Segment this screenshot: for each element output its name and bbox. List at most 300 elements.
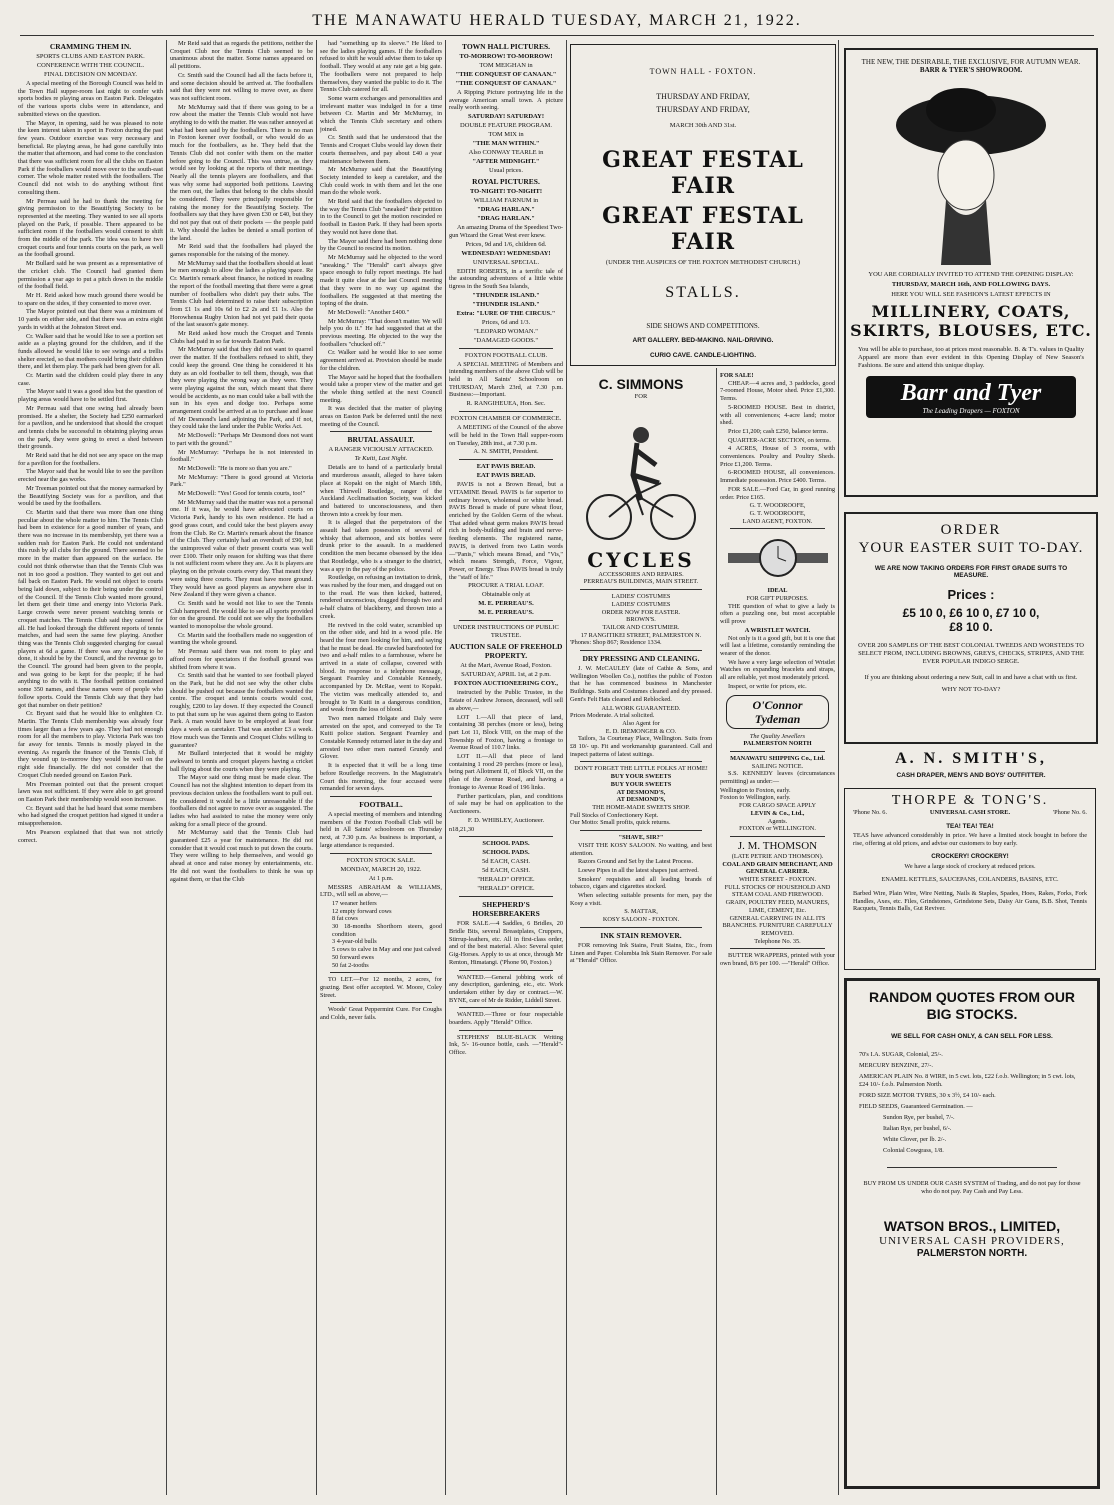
ad-line: "THUNDER ISLAND." [472, 291, 540, 299]
ad-line: COAL AND GRAIN MERCHANT, AND GENERAL CARRIER. [722, 860, 833, 876]
ad-line: WHY NOT TO-DAY? [941, 686, 1001, 693]
ad-title: WATSON BROS., LIMITED, [883, 1218, 1061, 1234]
divider [459, 896, 553, 897]
ad-line: TO-MORROW! TO-MORROW! [459, 53, 553, 60]
ad-line: UNIVERSAL SPECIAL. [472, 258, 540, 266]
ad-line: OVER 200 SAMPLES OF THE BEST COLONIAL TWEEDS AND WORSTEDS TO SELECT FROM, INCLUDING BROWNS, GREYS, CHECKS, STRIPES, AND THE EVER POPULAR INDIGO SERGE. [858, 642, 1084, 665]
ad-line: UNIVERSAL CASH PROVIDERS, [879, 1235, 1065, 1247]
article-subheading: SPORTS CLUBS AND EASTON PARK. [36, 53, 145, 60]
paragraph: Cr. Smith said the Council had all the facts before it, and some decision should be arrived at. The footballers said that they were not willing to move over, as there was not sufficient room. [170, 71, 313, 102]
list-item: Sundon Rye, per bushel, 7/-. [883, 1114, 955, 1121]
fair-title: GREAT FESTAL FAIR [602, 147, 804, 199]
ad-line: Prices, 6d and 1/3. [481, 318, 531, 326]
signature: A. N. SMITH, President. [473, 448, 539, 456]
list-item: 17 weaner heifers [332, 899, 377, 907]
ad-line: LADIES' COSTUMES [611, 600, 671, 608]
ad-time: At 1 p.m. [368, 874, 394, 882]
ad-line: FOR GIFT PURPOSES. [746, 595, 809, 603]
masthead-rule [20, 35, 1094, 36]
ad-line: £8 10 0. [949, 620, 993, 634]
paragraph: Further particulars, plan, and conditions of sale may be had on application to the Auctioneers. [449, 792, 563, 815]
paragraph: Mr McDowell: "Another £400." [328, 308, 410, 316]
ad-line: PROCURE A TRIAL LOAF. [468, 582, 544, 590]
ad-line: TAILOR AND COSTUMIER. [602, 623, 680, 631]
ad-heading: FOXTON FOOTBALL CLUB. [464, 351, 548, 359]
paragraph: TEAS have advanced considerably in price. We have a limited stock bought in before the rise, offering at old prices, and advise our customers to buy early. [853, 832, 1087, 848]
ad-line: FOXTON or WELLINGTON. [739, 825, 816, 833]
ad-line: TO-NIGHT! TO-NIGHT! [469, 188, 543, 196]
paragraph: Barbed Wire, Plain Wire, Wire Netting, Nails & Staples, Spades, Hoes, Rakes, Forks, Fork Handles, Axes, etc. Files, Grindstones, Grindstone Sets, Daisy Air Guns, B.B. Shot, Tennis Racquets, Tennis Balls, Gut Reviver. [853, 889, 1087, 913]
paragraph: Mr Reid asked how much the Croquet and Tennis Clubs had paid in so far towards Easton Park. [170, 330, 313, 345]
logo-text: Barr and Tyer [900, 380, 1042, 406]
ad-line: LAND AGENT, FOXTON. [742, 517, 813, 525]
paragraph: Razors Ground and Set by the Latest Process. [578, 858, 694, 866]
paragraph: WANTED.—Three or four respectable boarders. Apply "Herald" Office. [449, 1011, 563, 1027]
ad-heading: FOXTON CHAMBER OF COMMERCE. [450, 415, 562, 423]
divider [459, 411, 553, 412]
ad-line: STALLS. [665, 284, 741, 301]
ad-line: "THE MAN WITHIN." [472, 140, 540, 148]
paragraph: Cr. Martin said the children could play there in any case. [18, 372, 163, 387]
paragraph: Cr. Martin said the footballers made no suggestion of wanting the whole ground. [170, 631, 313, 647]
paragraph: Mr Reid said that the footballers objected to the way the Tennis Club "sneaked" their petition in to the Council to get the motion rescinded re football in Easton Park. If they had been sports they would not have done that. [320, 198, 442, 236]
divider [580, 650, 702, 651]
ad-line: A WRISTLET WATCH. [744, 626, 811, 634]
paragraph: Mr McMurray said that they did not want to quarrel over the matter. If the footballers refused to shift, they could keep the ground. One thing he considered it his duty as an old footballer to tell them, though, was that they were playing the wrong way as they were. They were playing against the sun, which meant that there would be accidents, as no man could take a ball with the sun in his eyes and dodge too. Perhaps some arrangement could be arrived at as to purchase and lease of Mr Desmond's land adjoining the Park, and if not, they could take the land under the Public Works Act. [170, 346, 313, 431]
paragraph: EDITH ROBERTS, in a terrific tale of the astounding adventures of a little white tigress in the South Sea Islands, [449, 267, 563, 290]
paragraph: VISIT THE KOSY SALOON. No waiting, and best attention. [570, 841, 712, 857]
divider [459, 970, 553, 971]
stock-list [320, 900, 442, 969]
ad-line: LEVIN & Co., Ltd., [750, 809, 805, 817]
lady-hat-illustration [891, 80, 1051, 265]
ad-line: CURIO CAVE. CANDLE-LIGHTING. [649, 352, 757, 359]
ad-line: Agents. [767, 817, 788, 825]
column-2 [170, 40, 313, 1495]
ad-line: "LEOPARD WOMAN." [474, 327, 538, 335]
list-item: Italian Rye, per bushel, 6/-. [883, 1125, 952, 1132]
paragraph: CHEAP.—4 acres and, 3 paddocks, good 7-roomed House, Motor shed. Price £1,300. Terms. [720, 379, 835, 403]
ad-line: ACCESSORIES AND REPAIRS. [598, 570, 684, 578]
ad-line: If you are thinking about ordering a new Suit, call in and have a chat with us first. [864, 674, 1078, 681]
paragraph: 6-ROOMED HOUSE, all conveniences. Immediate possession. Price £400. Terms. [720, 469, 835, 485]
paragraph: It is alleged that the perpetrators of the assault had taken possession of several of whisky that afternoon, and six bottles were drunk prior to the assault. In a maddened condition the men became obsessed by the idea that Routledge, who is a stranger to the district, was a spy in the pay of the police. [320, 519, 442, 573]
ad-line: AT DESMOND'S, [616, 788, 666, 796]
smith-suit-ad [844, 512, 1098, 744]
paragraph: Mr McMurray said that the Beautifying Society intended to keep a caretaker, and the Club could work in with them and let the one man do the whole work. [320, 166, 442, 197]
paragraph: instructed by the Public Trustee, in the Estate of Andrew Jonson, deceased, will sell as above,— [449, 689, 563, 712]
ad-line: 'Phone No. 6. [853, 809, 888, 816]
paragraph: S.S. KENNEDY leaves (circumstances permitting) as under:— [720, 770, 835, 786]
divider [459, 620, 553, 621]
paragraph: When selecting suitable presents for men, pay the Kosy a visit. [570, 892, 712, 907]
paragraph: Mrs Freeman pointed out that the present croquet lawn was not sufficient. If they were able to get ground on Easton Park their membership would soon increase. [18, 780, 163, 803]
ad-line: At the Mart, Avenue Road, Foxton. [460, 662, 552, 670]
paragraph: The Mayor, in opening, said he was pleased to note the keen interest taken in sport in Foxton during the past few years. Outdoor exercise was very necessary and beneficial. Re playing areas, he had gone carefully into the matter that afternoon, and had come to the conclusion that there was sufficient room for all the clubs on Easton Park if the footballers would move over to the south-east corner. The whole matter rested with the footballers. The Council did not wish to do anything without first consulting them. [18, 119, 163, 196]
article-heading: CRAMMING THEM IN. [49, 42, 132, 51]
paragraph: He revived in the cold water, scrambled up on the other side, and hid in a wood pile. He heard the four men looking for him, and saying that he must be dead. He crawled barefooted for two and a-half miles to a farmhouse, where he arrived in a state of collapse, covered with blood. In response to a telephone message, Sergeant Fearnley and Constable Kennedy, accompanied by Dr. McRae, went to Kopaki. The victim was medically attended to, and brought to Te Kuiti in a dangerous condition, and weak from the loss of blood. [320, 621, 442, 714]
ad-line: TOWN HALL - FOXTON. [649, 67, 757, 76]
ad-line: "DRAG HARLAN." [477, 215, 535, 223]
ad-line: PERREAU'S BUILDINGS, MAIN STREET. [583, 578, 699, 586]
ad-heading: INK STAIN REMOVER. [600, 930, 682, 940]
paragraph: LOT II.—All that piece of land containing 1 rood 29 perches (more or less), being part Allotment II, of Block VII, on the plan of the Avenue Road, and having a frontage to Avenue Road of 196 links. [449, 753, 563, 791]
ad-line: Prices, 9d and 1/6, children 6d. [465, 240, 547, 248]
ad-line: Obtainable only at [481, 591, 530, 599]
ad-line: TEA! TEA! TEA! [946, 822, 994, 830]
ad-heading: EAT PAVIS BREAD. [476, 463, 536, 471]
ad-line: Usual prices. [489, 167, 523, 175]
ad-line: Foxton to Wellington, early. [720, 794, 791, 802]
paragraph: Two men named Holgate and Daly were arrested on the spot, and conveyed to the Te Kuiti police station. Sergeant Fearnley and Constable Kennedy returned later in the day and arrested two other men named Grundy and Glover. [320, 714, 442, 761]
paragraph: Mr Reid said that as regards the petitions, neither the Croquet Club nor the Tennis Club seemed to be unanimous about the matter. Some names appeared on all petitions. [170, 40, 313, 71]
divider [459, 1007, 553, 1008]
ad-line: GRAIN, POULTRY FEED, MANURES, LIME, CEMENT, Etc. [725, 899, 830, 914]
ad-line: BROWN'S. [626, 616, 656, 624]
paragraph: Smokers' requisites and all leading brands of tobacco, cigars and cigarettes stocked. [570, 875, 712, 891]
ad-line: FOR [634, 393, 648, 400]
column-rule [838, 40, 839, 1495]
ad-line: "THE CONQUEST OF CANAAN." [455, 80, 557, 87]
paragraph: Mr H. Reid asked how much ground there would be to spare on the sides, if they consented to move over. [18, 291, 163, 307]
paragraph: Mr McMurray: "That doesn't matter. We will help you do it." He had suggested that at the previous meeting. He objected to the way the footballers "chucked off." [320, 317, 442, 348]
divider [459, 348, 553, 349]
paragraph: Mr Bullard interjected that it would be mighty awkward to tennis and croquet players having a cricket ball flying about the courts when they were playing. [170, 750, 313, 773]
paragraph: The Mayor said that he would like to see the pavilion erected near the gas works. [18, 468, 163, 484]
column-rule [566, 40, 567, 1495]
article-subheading: A RANGER VICIOUSLY ATTACKED. [328, 446, 434, 454]
ad-line: ENAMEL KETTLES, SAUCEPANS, COLANDERS, BASINS, ETC. [881, 876, 1059, 884]
paragraph: FOR SALE.—Ford Car, in good running order. Price £165. [720, 485, 835, 501]
paragraph: 5-ROOMED HOUSE. Best in district, with all conveniences; 4-acre land; motor shed. [720, 403, 835, 427]
signature: R. RANGIHEUEA, Hon. Sec. [466, 400, 546, 408]
paragraph: TO LET.—For 12 months, 2 acres, for grazing. Best offer accepted. W. Moore, Coley Street. [320, 976, 442, 999]
bicycle-illustration [581, 405, 701, 545]
ad-line: BUY YOUR SWEETS [610, 773, 672, 781]
paragraph: BUTTER WRAPPERS, printed with your own brand, 8/6 per 100. —"Herald" Office. [720, 952, 835, 968]
list-item: 3 4-year-old bulls [332, 938, 377, 946]
paragraph: The Mayor said it was a good idea but the question of playing areas would have to be settled first. [18, 388, 163, 404]
list-item: MERCURY BENZINE, 27/-. [859, 1062, 933, 1069]
ad-title: RANDOM QUOTES FROM OUR BIG STOCKS. [868, 989, 1076, 1022]
ad-line: "AFTER MIDNIGHT." [472, 158, 540, 166]
ad-line: THURSDAY AND FRIDAY, [656, 105, 750, 114]
ad-heading: "SHAVE, SIR?" [618, 834, 664, 842]
ad-line: G. T. WOODROOFE, [749, 502, 806, 510]
ad-line: YOU ARE CORDIALLY INVITED TO ATTEND THE OPENING DISPLAY: [868, 271, 1074, 278]
paragraph: Mr Reid said that the footballers had played the games responsible for the raising of the money. [170, 243, 313, 258]
barr-tyer-ad [844, 48, 1098, 497]
ad-title: THORPE & TONG'S. [891, 793, 1049, 808]
divider [580, 589, 702, 590]
list-item: Colonial Cowgrass, 1/8. [883, 1147, 944, 1154]
divider [580, 761, 702, 762]
paragraph: The Mayor said there had been nothing done by the Council to rescind its motion. [320, 237, 442, 253]
paragraph: Mr McMurray said that if there was going to be a row about the matter the Tennis Club would not have anything to do with the matter. He was rather annoyed at what had been said by the footballers. There is no man in Foxton keener over football, or who would do as much for the footballers, as he. They held that the Tennis Club did not confer with them on the matter before going to the Council. This was untrue, as they would see by looking at the reports of their meetings. Nearly all the tennis players are footballers, and that was why some had supported both petitions. Leaving the men out, the ladies that belong to the clubs should be considered. They were principally responsible for raising the money for the Beautifying Society. The footballers say that they have given £30 or £40, but they did not pay that out of their pockets — the people paid it. Why should the ladies be denied a small portion of the land. [170, 103, 313, 242]
paragraph: Routledge, on refusing an invitation to drink, was rushed by the four men, and dragged out on to the road. He was then kicked, battered, rendered unconscious, dragged through two and a-half chains of blackberry, and thrown into a creek. [320, 574, 442, 620]
ad-line: Telephone No. 35. [754, 937, 801, 945]
ad-line: WILLIAM FARNUM in [473, 197, 539, 205]
ad-line: WHITE STREET - FOXTON. [738, 876, 817, 884]
ad-line: "DRAG HARLAN." [477, 206, 535, 214]
paragraph: It is expected that it will be a long time before Routledge recovers. In the Magistrate's Court this morning, the four accused were remanded for seven days. [320, 762, 442, 793]
paragraph: The Mayor pointed out that there was a minimum of 10 yards on either side, and that there was an extra eight yards in width at the Johnston Street end. [18, 308, 163, 331]
ad-line: "THUNDER ISLAND." [472, 300, 540, 308]
ad-heading: TOWN HALL PICTURES. [461, 42, 550, 51]
paragraph: Cr. Smith said that he understood that the Tennis and Croquet Clubs would lay down their courts themselves, and pay about £40 a year maintenance between them. [320, 134, 442, 165]
ad-title: YOUR EASTER SUIT TO-DAY. [858, 540, 1084, 556]
list-item: FORD SIZE MOTOR TYRES, 30 x 3½, £4 10/- each. [859, 1092, 996, 1099]
ad-line: "DAMAGED GOODS." [473, 336, 539, 344]
divider [330, 431, 432, 432]
ad-date: MONDAY, MARCH 20, 1922. [340, 865, 422, 873]
paragraph: FOR SALE.—4 Saddles, 6 Bridles, 20 Bridle Bits, several Breastplates, Cruppers, Stirrup-leathers, etc. All in first-class order, and of the best material. Also: Several quiet Gig-Horses. Apply to us at once, through Mr Renton, Himatangi. ('Phone 90, Foxton.) [449, 920, 563, 966]
divider [730, 948, 825, 949]
column-rule [166, 40, 167, 1495]
divider [730, 751, 825, 752]
ad-line: Prices Moderate. A trial solicited. [570, 712, 655, 720]
list-item: FIELD SEEDS, Guaranteed Germination. — [859, 1103, 973, 1110]
ad-line: Prices : [947, 587, 995, 602]
paragraph: Cr. Martin said that there was more than one thing peculiar about the whole matter to him. The Tennis Club had been in existence for a good number of years, and there was no increase in its membership, yet there was a sudden rush for Easton Park. He could not understand this rush by all clubs for the ground. There seemed to be more in the matter than appeared on the surface. He could not think otherwise than that the Tennis Club was not in too good a position. They wanted to get out and fall back on Easton Park. He would not object to courts being laid down, subject to their being under the control of the Council. If the Tennis Club wanted more ground, let them get their time and energy into Victoria Park. Large crowds were never present watching tennis or croquet matches. The Tennis Club said they catered for all. He had looked through the different reports of tennis matches, and had seen the same few playing. Another thing was the Tennis Club suggested charging for casual players at 6d a game. If there was any charging to be done, it should be by the Council, and the revenue go to the Council. The ground had been given to the people, and was going to be kept for the people; if he had anything to do with it. The football petition contained some 350 names, and these names were of people who follow sports. Could the Tennis Club say that they had got that number on their petition? [18, 508, 163, 709]
paragraph: A SPECIAL MEETING of Members and intending members of the above Club will be held in All Saints' Schoolroom on THURSDAY, March 23rd, at 7.30 p.m. Business:—Important. [449, 360, 563, 399]
ad-title: SKIRTS, BLOUSES, ETC. [850, 321, 1092, 340]
list-item: 50 fat 2-tooths [332, 961, 369, 969]
divider [459, 459, 553, 460]
paragraph: A MEETING of the Council of the above will be held in the Town Hall supper-room on Tuesday, 28th inst., at 7.30 p.m. [449, 424, 563, 447]
paragraph: We have a very large selection of Wristlet Watches on expanding bracelets and straps, all are reliable, yet most moderately priced. [720, 658, 835, 682]
oconnor-logo: O'Connor Tydeman [726, 695, 829, 729]
paragraph: Cr. Walker said he would like to see some agreement arrived at. Provision should be made for the children. [320, 349, 442, 372]
list-item: 50 forward ewes [332, 953, 374, 961]
ad-line: PALMERSTON NORTH. [916, 1248, 1028, 1259]
ad-heading: IDEAL [767, 587, 788, 595]
paragraph: Mr McMurray said that the footballers should at least be men enough to allow the ladies a playing space. Re Cr. Martin's remark about finance, he noticed in reading the report of the football meeting that there were a great number of footballers who didn't pay their subs. The Tennis Club had determined to raise their subscription from £1 1s and 10s 6d to £2 2s and £1 1s. Also the Horowhenua Rugby Union had not yet paid their quota of the last season's gate money. [170, 259, 313, 329]
ad-line: FOR CARGO SPACE APPLY [738, 802, 816, 810]
list-item: 70's I.A. SUGAR, Colonial, 25/-. [859, 1051, 943, 1058]
paragraph: Mr Reid said that he did not see any space on the map for a pavilion for the footballers. [18, 452, 163, 467]
divider [330, 1002, 432, 1003]
paragraph: Price £1,200; cash £250, balance terms. [728, 427, 829, 435]
ad-line: ART GALLERY. BED-MAKING. NAIL-DRIVING. [632, 337, 774, 344]
ad-line: KOSY SALOON - FOXTON. [602, 916, 680, 924]
paragraph: A Ripping Picture portraying life in the average American small town. A picture really worth seeing. [449, 89, 563, 112]
watson-bros-ad [844, 978, 1100, 1489]
paragraph: THE question of what to give a lady is often a puzzling one, but most acceptable will prove [720, 602, 835, 626]
paragraph: J. W. McCAULEY (late of Cathie & Sons, and Wellington Woollen Co.), notifies the public of Foxton that he has commenced business in Manchester Buildings. Suits and Costumes cleaned and dry pressed. Gent's Felt Hats cleaned and Reblocked. [570, 665, 712, 703]
paragraph: Not only is it a good gift, but it is one that will last a lifetime, constantly reminding the wearer of the donor. [720, 634, 835, 657]
ad-heading: SCHOOL PADS. [482, 840, 530, 848]
ad-line: £5 10 0, £6 10 0, £7 10 0, [902, 606, 1040, 620]
paragraph: QUARTER-ACRE SECTION, on terms. [728, 436, 831, 444]
column-3 [320, 40, 442, 1495]
ad-heading: C. SIMMONS [598, 376, 684, 392]
ad-line: 5d EACH, CASH. [481, 867, 531, 875]
ad-line: GENERAL CARRYING IN ALL ITS BRANCHES. FURNITURE CAREFULLY REMOVED. [722, 914, 833, 937]
ad-line: BUY YOUR SWEETS [610, 780, 672, 788]
paragraph: Mr McDowell: "Perhaps Mr Desmond does not want to part with the ground." [170, 432, 313, 447]
paragraph: FOR removing Ink Stains, Fruit Stains, Etc., from Linen and Paper. Columbia Ink Stain Remover. For sale at "Herald" Office. [570, 941, 712, 965]
column-1 [18, 40, 163, 1495]
ad-line: LADIES' COSTUMES [611, 593, 671, 601]
ad-line: G. T. WOODROOFE, [749, 509, 806, 517]
paragraph: Cr. Smith said that he wanted to see football played on the Park, but he did not see why the other clubs should be pushed out because the footballers wanted the centre. The croquet and tennis courts would cost, roughly, £200 to lay down. If they expected the Council to put that sum up he was against them going to Easton Park. A man would have to be employed at least four days a week as caretaker. That was another £3 a week. How much was the Tennis and Croquet Clubs willing to guarantee? [170, 672, 313, 749]
article-heading: FOOTBALL. [359, 799, 403, 809]
divider [459, 1030, 553, 1031]
paragraph: STEPHENS' BLUE-BLACK Writing Ink, 5/- 16-ounce bottle, cash. —"Herald"-Office. [449, 1033, 563, 1057]
smith-tagline: CASH DRAPER, MEN'S AND BOYS' OUTFITTER. [896, 772, 1046, 779]
paragraph: An amazing Drama of the Speediest Two-gun Wizard the Great West ever knew. [449, 224, 563, 239]
divider [330, 796, 432, 797]
divider [580, 927, 702, 928]
list-item: 5 cows to calve in May and one just calved [332, 946, 441, 954]
paragraph: 4 ACRES, House of 3 rooms, with conveniences. Poultry and Poultry Sheds. Price £1,200. Terms. [720, 445, 835, 468]
article-subheading: CONFERENCE WITH THE COUNCIL. [36, 62, 145, 69]
paragraph: Mr McMurray: "Perhaps he is not interested in football." [170, 448, 313, 464]
ad-heading: EAT PAVIS BREAD. [476, 472, 536, 480]
masthead: THE MANAWATU HERALD TUESDAY, MARCH 21, 1922. [312, 12, 802, 29]
paragraph: Woods' Great Peppermint Cure. For Coughs and Colds, never fails. [320, 1006, 442, 1022]
paragraph: Mr McDowell: "Yes! Good for tennis courts, too!" [178, 490, 306, 498]
ad-line: "HERALD" OFFICE. [477, 876, 535, 884]
ad-line: 5d EACH, CASH. [481, 858, 531, 866]
divider [887, 1167, 1057, 1168]
divider [330, 972, 432, 973]
thorpe-tong-ad [844, 788, 1096, 970]
barr-tyer-logo [866, 376, 1076, 418]
paragraph: A special meeting of members and intending members of the Foxton Football Club will be held in All Saints' schoolroom on Thursday next, at 7.30 p.m. As business is important, a large attendance is requested. [320, 810, 442, 849]
ad-reference: n18,21,30 [449, 825, 475, 833]
paragraph: BUY FROM US UNDER OUR CASH SYSTEM of Trading, and do not pay for those who do not pay. Pay Cash and Pay Less. [863, 1180, 1081, 1195]
ad-heading: CYCLES [587, 547, 695, 572]
ad-line: SIDE SHOWS AND COMPETITIONS. [646, 322, 760, 330]
paragraph: had "something up its sleeve." He liked to see the ladies playing games. If the footballers refused to shift he would advise them to take up football. They would at any rate get a big gate. The footballers were not prepared to help themselves, they wanted the public to do it. The Tennis Club catered for all. [320, 40, 442, 94]
column-rule [316, 40, 317, 1495]
ad-line: WE ARE NOW TAKING ORDERS FOR FIRST GRADE SUITS TO MEASURE. [874, 565, 1068, 579]
column-rule [716, 368, 717, 1495]
paragraph: We have a large stock of crockery at reduced prices. [904, 862, 1036, 870]
ad-heading: SHEPHERD'S HORSEBREAKERS [472, 900, 540, 919]
paragraph: Cr. Bryant said that he would like to enlighten Cr. Martin. The Tennis Club membership was already four times larger than a few years ago. They had not enough room for all the members to play. Victoria Park was too far away for tennis. Tennis is mostly played in the evening. As regards the finance of the Tennis Club, if they wound up to-morrow they would be well on the right side financially. He did not consider that the Croquet Club needed ground on Easton Park. [18, 710, 163, 779]
ad-line: E. D. IREMONGER & CO. [605, 727, 677, 735]
ad-line: 'Phone No. 6. [1052, 809, 1087, 816]
fair-ad [570, 44, 836, 366]
ad-heading: DRY PRESSING AND CLEANING. [582, 654, 700, 664]
ad-line: THE HOME-MADE SWEETS SHOP. [592, 803, 690, 811]
paragraph: The Mayor said one thing must be made clear. The Council has not the slightest intention to depart from its previous decision unless the footballers want to pull out. He considered it would be a little unreasonable if the footballers did not agree to move over as suggested. The ladies who had assisted to raise the money were only asking for a small piece of the ground. [170, 774, 313, 828]
ad-line: ORDER NOW FOR EASTER. [601, 608, 681, 616]
ad-line: "HERALD" OFFICE. [477, 885, 535, 893]
wristwatch-illustration [728, 533, 828, 583]
list-item: 8 fat cows [332, 915, 358, 923]
column-rule [445, 40, 446, 1495]
divider [459, 836, 553, 837]
paragraph: Cr. Bryant said that he had heard that some members who had signed the croquet petition had signed it under a misapprehension. [18, 804, 163, 828]
paragraph: You will be able to purchase, too at prices most reasonable. B. & T's. values in Quality Apparel are more than ever evident in this Opening Display of New Season's Fashions. Be sure and attend this unique display. [858, 346, 1084, 369]
paragraph: Mr Treeman pointed out that the money earmarked by the Beautifying Society was for a pavilion, and that would be used by the footballers. [18, 484, 163, 508]
ad-heading: SCHOOL PADS. [482, 849, 530, 857]
ad-line: PALMERSTON NORTH [743, 740, 812, 748]
ad-line: THURSDAY, MARCH 16th, AND FOLLOWING DAYS. [891, 281, 1051, 288]
fair-title: GREAT FESTAL FAIR [602, 203, 804, 255]
ad-line: The Quality Jewellers [749, 732, 806, 740]
list-item: White Clover, per lb. 2/-. [883, 1136, 947, 1143]
ad-line: HERE YOU WILL SEE FASHION'S LATEST EFFECTS IN [891, 291, 1051, 298]
ad-line: 17 RANGITIKEI STREET, PALMERSTON N. [580, 631, 702, 639]
column-6 [720, 372, 835, 1495]
paragraph: Tailors, 3a Courtenay Place, Wellington. Suits from £8 10/- up. Fit and workmanship guaranteed. Call and inspect patterns of latest suitings. [570, 735, 712, 758]
divider [580, 830, 702, 831]
ad-line: Wellington to Foxton, early. [720, 786, 791, 794]
item-list [859, 1051, 1085, 1155]
ad-line: DOUBLE FEATURE PROGRAM. [460, 122, 552, 130]
ad-line: TOM MEIGHAN in [479, 62, 533, 69]
column-4 [449, 40, 563, 1495]
logo-tagline: The Leading Drapers — FOXTON [922, 407, 1020, 415]
ad-heading: FOR SALE! [720, 372, 754, 379]
ad-line: SATURDAY, APRIL 1st, at 2 p.m. [461, 671, 551, 679]
phone-row [853, 809, 1087, 817]
paragraph: Cr. Smith said he would not like to see the Tennis Club hampered. He would like to see all sports provided for on the ground. He could not see why the footballers wanted to monopolise the whole ground. [170, 599, 313, 631]
ad-line: Also Agent for [622, 719, 660, 727]
paragraph: Mr Perreau said that one swing had already been promised. He a shelter, the Society had £250 earmarked for a pavilion, and he understood that should the croquet and tennis clubs be successful in obtaining playing areas on the park, they were going to erect a shed between their grounds. [18, 404, 163, 451]
paragraph: Cr. Walker said that he would like to see a portion set aside as a playing ground for the children, and if the funds allowed he would like to see swings and a trellis shelter erected, so that mothers could bring their children there, and let them play. The park had been given for all. [18, 332, 163, 371]
divider [330, 853, 432, 854]
paragraph: The Mayor said he hoped that the footballers would take a proper view of the matter and get the whole thing settled at the next Council meeting. [320, 373, 442, 404]
ad-heading: MANAWATU SHIPPING Co., Ltd. [730, 754, 825, 762]
divider [730, 528, 825, 529]
ad-heading: FOXTON STOCK SALE. [346, 856, 416, 864]
list-item: AMERICAN PLAIN No. 8 WIRE, in 5 cwt. lots, £22 f.o.b. Wellington; in 5 cwt. lots, £24 10/- f.o.b. Palmerston North. [859, 1073, 1076, 1088]
paragraph: Mrs Pearson explained that that was not strictly correct. [18, 828, 163, 844]
paragraph: Some warm exchanges and personalities and irrelevant matter was indulged in for a time between Cr. Martin and Mr McMurray, in which the Tennis Club secretary and others joined. [320, 94, 442, 133]
ad-heading: J. M. THOMSON [737, 839, 818, 852]
ad-line: MARCH 30th AND 31st. [669, 122, 737, 129]
ad-line: SAILING NOTICE. [751, 762, 804, 770]
ad-line: (UNDER THE AUSPICES OF THE FOXTON METHODIST CHURCH.) [605, 259, 801, 266]
column-5 [570, 372, 712, 1495]
paragraph: MESSRS ABRAHAM & WILLIAMS, LTD., will sell as above,— [320, 883, 442, 899]
paragraph: It was decided that the matter of playing areas on Easton Park be deferred until the next meeting of the Council. [320, 405, 442, 428]
paragraph: Mr McMurray said that the matter was not a personal one. If it was, he would have advocated courts on Victoria Park, handy to his own residence. He had a good grass court, and could take the best players away from the Club. Re Cr. Martin's remark about the finance of the Club. They certainly had an overdraft of £90, but the unimproved value of their present courts was well over £100. Their only reason for shifting was that there is not sufficient room where they are. As it is players are playing on the private courts every day. That meant they were using three courts. They must have more ground. They would have as good players as anywhere else in New Zealand if they were given a chance. [170, 498, 313, 599]
paragraph: Mr Perreau said he had to thank the meeting for giving permission to the Beautifying Society to be represented at the meeting. They wanted to see all sports played on the Park, if possible. There appeared to be sufficient room if the footballers would consent to shift from the middle of the park. The idea was to have two croquet courts and four tennis courts on the park, as well as the football ground. [18, 197, 163, 259]
paragraph: LOT 1.—All that piece of land, containing 38 perches (more or less), being part Lot 11, Block VIII, on the map of the Township of Foxton, having a frontage to Avenue Road of 110.7 links. [449, 713, 563, 752]
ad-line: WE SELL FOR CASH ONLY, & CAN SELL FOR LESS. [891, 1033, 1053, 1040]
dateline: Te Kuiti, Last Night. [354, 455, 408, 463]
list-item: 30 18-months Shorthorn steers, good condition [332, 923, 442, 938]
ad-line: SATURDAY! SATURDAY! [467, 113, 545, 121]
ad-line: CROCKERY! CROCKERY! [931, 852, 1009, 860]
list-item: 12 empty forward cows [332, 907, 392, 915]
paragraph: Mr McDowell: "He is more so than you are." [178, 464, 292, 472]
paragraph: Mr McMurray: "There is good ground at Victoria Park." [170, 473, 313, 489]
ad-line: "THE CONQUEST OF CANAAN." [455, 71, 557, 78]
ad-line: M. E. PERREAU'S. [478, 600, 534, 608]
ad-line: WEDNESDAY! WEDNESDAY! [461, 249, 551, 257]
ad-line: UNIVERSAL CASH STORE. [929, 809, 1011, 816]
ad-line: UNDER INSTRUCTIONS OF PUBLIC TRUSTEE. [453, 624, 559, 640]
paragraph: Inspect, or write for prices, etc. [728, 682, 807, 690]
ad-line: TOM MIX in [488, 131, 524, 139]
ad-title: ORDER [940, 522, 1002, 538]
signature: F. D. WHIBLEY, Auctioneer. [467, 816, 545, 824]
ad-heading: ROYAL PICTURES. [472, 177, 540, 187]
ad-line: Extra: "LURE OF THE CIRCUS." [456, 309, 556, 317]
paragraph: A special meeting of the Borough Council was held in the Town Hall supper-room last night to confer with sports bodies re playing areas on Easton Park. Delegates of the various sports clubs were in attendance, and submitted views on the question. [18, 80, 163, 118]
ad-line: 'Phones: Shop 867; Residence 1334. [570, 639, 662, 647]
ad-line: M. E. PERREAU'S. [478, 609, 534, 617]
paragraph: WANTED.—General jobbing work of any description, gardening, etc., etc. Work undertaken either by day or contract.—W. BYNE, care of Mr de Ridder, Liddell Street. [449, 973, 563, 1004]
